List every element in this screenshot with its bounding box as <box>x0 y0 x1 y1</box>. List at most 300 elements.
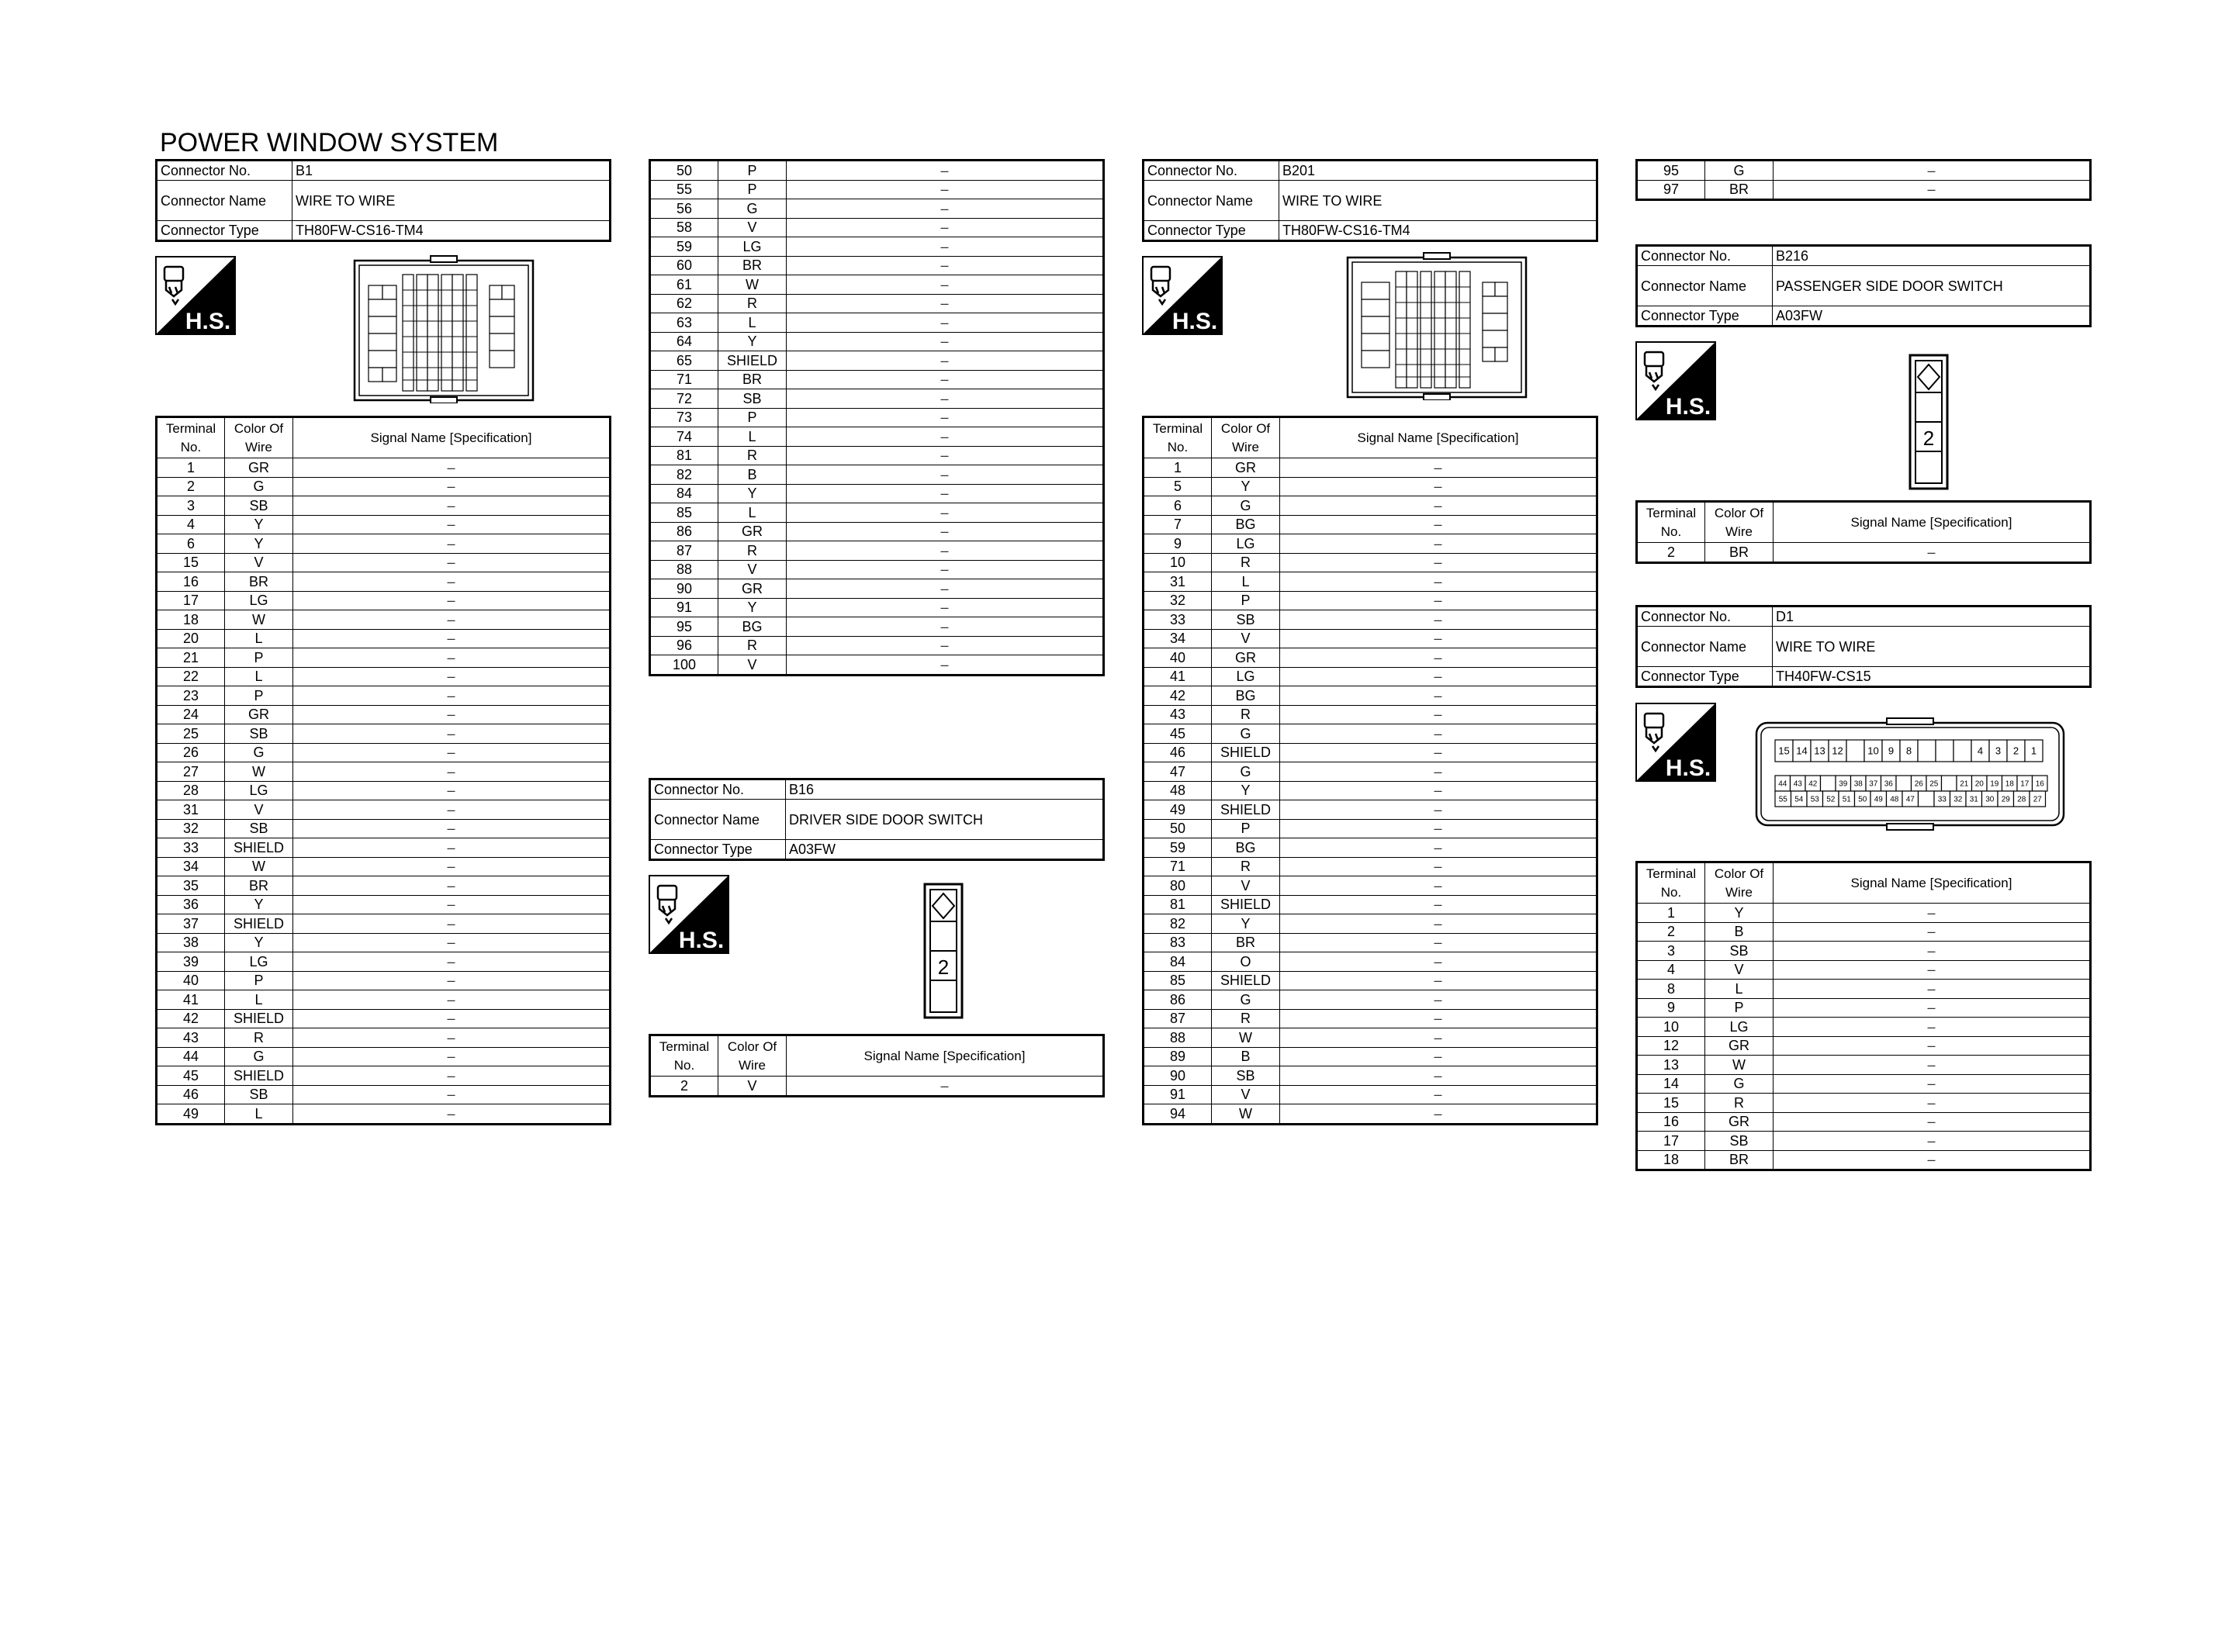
terminal-no-cell: 32 <box>157 819 225 838</box>
table-row <box>157 838 611 858</box>
pin-number-label: 3 <box>1995 745 2002 757</box>
table-row <box>650 579 1104 599</box>
signal-name-cell: – <box>293 1085 611 1104</box>
pin-number-label: 16 <box>2035 779 2044 789</box>
table-row <box>1144 971 1597 990</box>
color-header-line1: Color Of <box>727 1039 777 1054</box>
signal-name-cell: – <box>293 781 611 800</box>
wire-color-cell: LG <box>1212 534 1280 554</box>
color-of-wire-header <box>1212 417 1280 458</box>
wire-color-cell: V <box>718 1077 787 1097</box>
connector-face-b216 <box>1909 354 1949 490</box>
terminal-no-cell: 84 <box>650 484 718 503</box>
table-row <box>1144 1085 1597 1104</box>
wire-color-cell: V <box>1705 960 1774 980</box>
terminal-no-header <box>157 417 225 458</box>
wire-color-cell: BR <box>225 876 293 896</box>
wire-color-cell: LG <box>1212 667 1280 686</box>
wire-color-cell: L <box>1705 980 1774 999</box>
table-row <box>1637 922 2091 942</box>
terminal-no-cell: 50 <box>650 161 718 181</box>
connector-type-label: Connector Type <box>650 840 786 860</box>
terminal-no-cell: 64 <box>650 332 718 351</box>
signal-name-cell: – <box>293 990 611 1010</box>
wire-color-cell: L <box>718 503 787 523</box>
connector-name-value: WIRE TO WIRE <box>292 181 611 221</box>
wire-color-cell: SHIELD <box>225 1009 293 1028</box>
wire-color-cell: BG <box>1212 838 1280 858</box>
signal-name-cell: – <box>293 914 611 934</box>
table-row <box>1637 980 2091 999</box>
signal-name-cell: – <box>293 762 611 782</box>
wire-color-cell: Y <box>225 933 293 952</box>
wire-color-cell: V <box>1212 1085 1280 1104</box>
signal-name-cell: – <box>293 477 611 496</box>
table-row <box>1144 1104 1597 1125</box>
terminal-no-cell: 83 <box>1144 933 1212 952</box>
signal-name-cell: – <box>293 971 611 990</box>
terminal-no-cell: 86 <box>1144 990 1212 1010</box>
signal-name-cell: – <box>293 933 611 952</box>
terminal-no-cell: 59 <box>1144 838 1212 858</box>
signal-name-cell: – <box>1774 1132 2091 1151</box>
wire-color-cell: GR <box>1705 1112 1774 1132</box>
table-row <box>1637 1074 2091 1094</box>
pin-number-label: 39 <box>1839 779 1848 789</box>
terminal-no-cell: 87 <box>650 541 718 561</box>
wire-color-cell: LG <box>225 781 293 800</box>
terminal-header-line2: No. <box>180 439 202 454</box>
table-row <box>157 458 611 478</box>
terminal-no-cell: 49 <box>1144 800 1212 820</box>
signal-name-cell: – <box>1280 1047 1597 1066</box>
signal-name-cell: – <box>1280 990 1597 1010</box>
signal-name-cell: – <box>1774 1036 2091 1056</box>
wire-color-cell: R <box>1212 1009 1280 1028</box>
table-row <box>157 933 611 952</box>
table-row <box>157 800 611 820</box>
terminal-no-cell: 33 <box>1144 610 1212 630</box>
terminal-no-cell: 4 <box>1637 960 1705 980</box>
signal-name-cell: – <box>293 1047 611 1066</box>
terminal-no-cell: 59 <box>650 237 718 257</box>
signal-name-cell: – <box>1280 724 1597 744</box>
terminal-no-cell: 45 <box>157 1066 225 1086</box>
signal-name-cell: – <box>1280 876 1597 896</box>
wire-color-cell: G <box>1705 1074 1774 1094</box>
signal-name-cell: – <box>293 686 611 706</box>
wire-color-cell: Y <box>225 515 293 534</box>
terminal-no-cell: 88 <box>650 560 718 579</box>
terminal-no-cell: 90 <box>650 579 718 599</box>
terminal-no-cell: 33 <box>157 838 225 858</box>
color-of-wire-header <box>718 1035 787 1077</box>
wire-color-cell: SHIELD <box>1212 971 1280 990</box>
terminal-no-cell: 41 <box>157 990 225 1010</box>
wire-color-cell: V <box>225 553 293 572</box>
wire-color-cell: SB <box>1212 610 1280 630</box>
pin-label: 2 <box>937 956 950 979</box>
table-row <box>1637 998 2091 1018</box>
table-row <box>157 1104 611 1125</box>
table-row <box>1637 180 2091 200</box>
connector-name-value: PASSENGER SIDE DOOR SWITCH <box>1773 266 2091 306</box>
signal-name-cell: – <box>787 446 1104 465</box>
table-row <box>650 446 1104 465</box>
terminal-no-cell: 2 <box>650 1077 718 1097</box>
wire-color-cell: P <box>718 180 787 199</box>
terminal-no-cell: 16 <box>157 572 225 592</box>
pin-number-label: 9 <box>1888 745 1895 757</box>
connector-type-label: Connector Type <box>1144 221 1279 241</box>
wire-color-cell: SHIELD <box>225 838 293 858</box>
pin-number-label: 30 <box>1985 795 1995 804</box>
connector-pin <box>1821 776 1836 791</box>
table-row <box>650 636 1104 655</box>
signal-name-cell: – <box>293 553 611 572</box>
wire-color-cell: Y <box>718 332 787 351</box>
table-row <box>650 465 1104 485</box>
terminal-no-cell: 82 <box>1144 914 1212 934</box>
terminal-no-cell: 81 <box>1144 895 1212 914</box>
signal-name-cell: – <box>1774 1074 2091 1094</box>
signal-name-cell: – <box>1280 1085 1597 1104</box>
table-row <box>157 477 611 496</box>
terminal-no-cell: 3 <box>1637 942 1705 961</box>
wire-color-cell: BG <box>718 617 787 637</box>
terminal-no-cell: 90 <box>1144 1066 1212 1086</box>
signal-name-cell: – <box>293 572 611 592</box>
terminal-header-line1: Terminal <box>1646 505 1697 520</box>
terminal-no-cell: 95 <box>1637 161 1705 181</box>
color-header-line2: Wire <box>1232 439 1259 454</box>
pin-number-label: 33 <box>1937 795 1947 804</box>
table-row <box>1637 1112 2091 1132</box>
table-row <box>650 484 1104 503</box>
pin-number-label: 51 <box>1842 795 1851 804</box>
terminal-no-cell: 40 <box>1144 648 1212 668</box>
terminal-no-cell: 35 <box>157 876 225 896</box>
signal-name-cell: – <box>787 465 1104 485</box>
terminal-no-cell: 72 <box>650 389 718 409</box>
signal-name-cell: – <box>293 1104 611 1125</box>
terminal-no-cell: 28 <box>157 781 225 800</box>
signal-name-cell: – <box>293 534 611 554</box>
connector-no-value: B201 <box>1279 161 1597 181</box>
color-header-line2: Wire <box>739 1057 766 1073</box>
table-row <box>157 496 611 516</box>
terminal-no-cell: 1 <box>1144 458 1212 478</box>
connector-pin <box>1954 740 1971 762</box>
connector-face-b1 <box>353 254 535 403</box>
signal-name-header: Signal Name [Specification] <box>1774 862 2091 904</box>
signal-name-cell: – <box>787 636 1104 655</box>
pin-number-label: 13 <box>1814 745 1825 757</box>
terminal-no-cell: 47 <box>1144 762 1212 782</box>
wire-color-cell: SHIELD <box>1212 800 1280 820</box>
terminal-no-cell: 27 <box>157 762 225 782</box>
wire-color-cell: R <box>718 446 787 465</box>
signal-name-cell: – <box>1280 895 1597 914</box>
terminal-no-cell: 34 <box>157 857 225 876</box>
wire-color-cell: P <box>718 408 787 427</box>
terminal-no-header <box>650 1035 718 1077</box>
wire-color-cell: W <box>225 762 293 782</box>
table-row <box>650 617 1104 637</box>
signal-name-cell: – <box>293 496 611 516</box>
table-row <box>157 686 611 706</box>
terminal-no-cell: 55 <box>650 180 718 199</box>
wire-color-cell: B <box>718 465 787 485</box>
signal-name-cell: – <box>1280 572 1597 592</box>
connector-name-value: WIRE TO WIRE <box>1279 181 1597 221</box>
wire-color-cell: SHIELD <box>225 1066 293 1086</box>
terminal-no-cell: 6 <box>157 534 225 554</box>
terminal-header-line1: Terminal <box>659 1039 710 1054</box>
signal-name-cell: – <box>787 332 1104 351</box>
connector-no-label: Connector No. <box>1637 607 1773 627</box>
table-row <box>1144 1009 1597 1028</box>
table-row <box>650 237 1104 257</box>
pin-number-label: 47 <box>1905 795 1915 804</box>
connector-no-value: D1 <box>1773 607 2091 627</box>
connector-no-label: Connector No. <box>157 161 292 181</box>
wire-color-cell: GR <box>225 705 293 724</box>
signal-name-cell: – <box>293 648 611 668</box>
table-row <box>157 534 611 554</box>
table-row <box>650 294 1104 313</box>
wire-color-cell: L <box>225 667 293 686</box>
wire-color-cell: L <box>718 427 787 447</box>
color-header-line1: Color Of <box>1220 420 1271 436</box>
wire-color-cell: O <box>1212 952 1280 972</box>
table-row <box>157 857 611 876</box>
signal-name-header: Signal Name [Specification] <box>1774 502 2091 543</box>
terminal-no-cell: 9 <box>1637 998 1705 1018</box>
wire-color-cell: SB <box>1705 942 1774 961</box>
signal-name-cell: – <box>787 161 1104 181</box>
signal-name-cell: – <box>293 819 611 838</box>
table-row <box>157 1009 611 1028</box>
table-row <box>650 560 1104 579</box>
connector-info-b216 <box>1635 244 2092 327</box>
table-row <box>1144 762 1597 782</box>
terminal-no-cell: 85 <box>1144 971 1212 990</box>
terminal-no-cell: 17 <box>157 591 225 610</box>
table-row <box>1144 1028 1597 1048</box>
wire-color-cell: V <box>718 560 787 579</box>
terminal-no-cell: 20 <box>157 629 225 648</box>
wire-color-cell: L <box>1212 572 1280 592</box>
terminal-no-cell: 81 <box>650 446 718 465</box>
signal-name-cell: – <box>787 598 1104 617</box>
wire-color-cell: BR <box>1705 543 1774 563</box>
wire-color-cell: LG <box>1705 1018 1774 1037</box>
signal-name-cell: – <box>1774 1150 2091 1170</box>
signal-name-cell: – <box>293 610 611 630</box>
pin-number-label: 32 <box>1954 795 1963 804</box>
table-row <box>1637 1150 2091 1170</box>
terminal-no-cell: 88 <box>1144 1028 1212 1048</box>
table-row <box>1637 1094 2091 1113</box>
terminal-no-cell: 89 <box>1144 1047 1212 1066</box>
terminal-no-cell: 10 <box>1144 553 1212 572</box>
table-row <box>1144 857 1597 876</box>
signal-name-header: Signal Name [Specification] <box>293 417 611 458</box>
wire-color-cell: BR <box>225 572 293 592</box>
connector-info-b1 <box>155 159 611 242</box>
table-row <box>650 332 1104 351</box>
signal-name-cell: – <box>1280 933 1597 952</box>
connector-pin <box>1919 791 1935 807</box>
signal-name-cell: – <box>1280 1066 1597 1086</box>
signal-name-cell: – <box>293 838 611 858</box>
wire-color-cell: G <box>1212 990 1280 1010</box>
wire-color-cell: SHIELD <box>1212 743 1280 762</box>
wire-color-cell: Y <box>1705 904 1774 923</box>
table-row <box>1144 705 1597 724</box>
pin-number-label: 50 <box>1858 795 1867 804</box>
connector-type-value: A03FW <box>1773 306 2091 327</box>
terminal-table-b1 <box>155 416 611 1125</box>
terminal-no-cell: 46 <box>1144 743 1212 762</box>
wire-color-cell: R <box>1212 857 1280 876</box>
table-row <box>1637 960 2091 980</box>
table-row <box>157 819 611 838</box>
pin-number-label: 8 <box>1905 745 1912 757</box>
table-row <box>1637 161 2091 181</box>
terminal-no-cell: 4 <box>157 515 225 534</box>
terminal-header-line2: No. <box>673 1057 695 1073</box>
terminal-table-b1-continued <box>649 159 1105 676</box>
pin-number-label: 15 <box>1778 745 1790 757</box>
signal-name-cell: – <box>1280 686 1597 706</box>
signal-name-cell: – <box>293 667 611 686</box>
table-row <box>650 275 1104 295</box>
connector-no-value: B1 <box>292 161 611 181</box>
terminal-no-cell: 82 <box>650 465 718 485</box>
color-header-line2: Wire <box>1725 524 1753 539</box>
signal-name-cell: – <box>787 294 1104 313</box>
terminal-no-cell: 58 <box>650 218 718 237</box>
wire-color-cell: LG <box>225 952 293 972</box>
signal-name-cell: – <box>1280 629 1597 648</box>
wire-color-cell: P <box>1212 819 1280 838</box>
wire-color-cell: L <box>718 313 787 333</box>
terminal-no-cell: 61 <box>650 275 718 295</box>
signal-name-cell: – <box>1280 857 1597 876</box>
wire-color-cell: R <box>1212 553 1280 572</box>
pin-number-label: 17 <box>2020 779 2030 789</box>
signal-name-cell: – <box>1280 591 1597 610</box>
terminal-no-cell: 10 <box>1637 1018 1705 1037</box>
table-row <box>157 667 611 686</box>
terminal-no-cell: 15 <box>1637 1094 1705 1113</box>
table-row <box>1637 1018 2091 1037</box>
pin-number-label: 20 <box>1974 779 1984 789</box>
signal-name-cell: – <box>293 1009 611 1028</box>
signal-name-cell: – <box>787 427 1104 447</box>
table-row <box>157 724 611 744</box>
table-row <box>1144 667 1597 686</box>
signal-name-cell: – <box>293 800 611 820</box>
terminal-header-line1: Terminal <box>1152 420 1203 436</box>
wire-color-cell: G <box>1705 161 1774 181</box>
table-row <box>1144 895 1597 914</box>
table-row <box>1144 724 1597 744</box>
terminal-no-cell: 96 <box>650 636 718 655</box>
signal-name-cell: – <box>787 522 1104 541</box>
signal-name-cell: – <box>1774 980 2091 999</box>
connector-info-b201 <box>1142 159 1598 242</box>
signal-name-cell: – <box>1774 1112 2091 1132</box>
terminal-no-cell: 73 <box>650 408 718 427</box>
signal-name-cell: – <box>293 876 611 896</box>
wire-color-cell: SB <box>225 819 293 838</box>
hs-label: H.S. <box>1171 309 1218 334</box>
pin-number-label: 54 <box>1794 795 1804 804</box>
terminal-no-cell: 14 <box>1637 1074 1705 1094</box>
table-row <box>1144 610 1597 630</box>
signal-name-cell: – <box>787 655 1104 676</box>
wire-color-cell: B <box>1705 922 1774 942</box>
connector-name-label: Connector Name <box>1637 266 1773 306</box>
connector-type-label: Connector Type <box>157 221 292 241</box>
wire-color-cell: P <box>225 971 293 990</box>
terminal-no-cell: 40 <box>157 971 225 990</box>
wire-color-cell: LG <box>225 591 293 610</box>
signal-name-cell: – <box>787 237 1104 257</box>
hs-label: H.S. <box>678 928 725 953</box>
terminal-no-cell: 31 <box>157 800 225 820</box>
color-header-line1: Color Of <box>1714 505 1764 520</box>
pin-number-label: 21 <box>1960 779 1969 789</box>
table-row <box>650 408 1104 427</box>
terminal-no-cell: 26 <box>157 743 225 762</box>
wire-color-cell: R <box>1705 1094 1774 1113</box>
table-row <box>157 1085 611 1104</box>
terminal-no-cell: 60 <box>650 256 718 275</box>
terminal-table-b201-continued <box>1635 159 2092 201</box>
terminal-no-cell: 24 <box>157 705 225 724</box>
signal-name-cell: – <box>1280 515 1597 534</box>
terminal-no-cell: 95 <box>650 617 718 637</box>
table-row <box>650 351 1104 371</box>
wire-color-cell: GR <box>1212 458 1280 478</box>
wire-color-cell: GR <box>1705 1036 1774 1056</box>
wire-color-cell: R <box>718 294 787 313</box>
terminal-no-cell: 6 <box>1144 496 1212 516</box>
table-row <box>1144 1066 1597 1086</box>
terminal-no-cell: 44 <box>157 1047 225 1066</box>
signal-name-cell: – <box>1280 1009 1597 1028</box>
table-row <box>157 952 611 972</box>
signal-name-cell: – <box>1280 1104 1597 1125</box>
connector-name-label: Connector Name <box>157 181 292 221</box>
terminal-no-cell: 87 <box>1144 1009 1212 1028</box>
signal-name-cell: – <box>1280 762 1597 782</box>
wire-color-cell: R <box>225 1028 293 1048</box>
wire-color-cell: SB <box>225 724 293 744</box>
connector-pin <box>1896 776 1912 791</box>
table-row <box>157 515 611 534</box>
signal-name-cell: – <box>1280 458 1597 478</box>
wire-color-cell: W <box>718 275 787 295</box>
color-header-line1: Color Of <box>1714 866 1764 881</box>
color-header-line1: Color Of <box>234 420 284 436</box>
signal-name-cell: – <box>1774 942 2091 961</box>
table-row <box>157 705 611 724</box>
